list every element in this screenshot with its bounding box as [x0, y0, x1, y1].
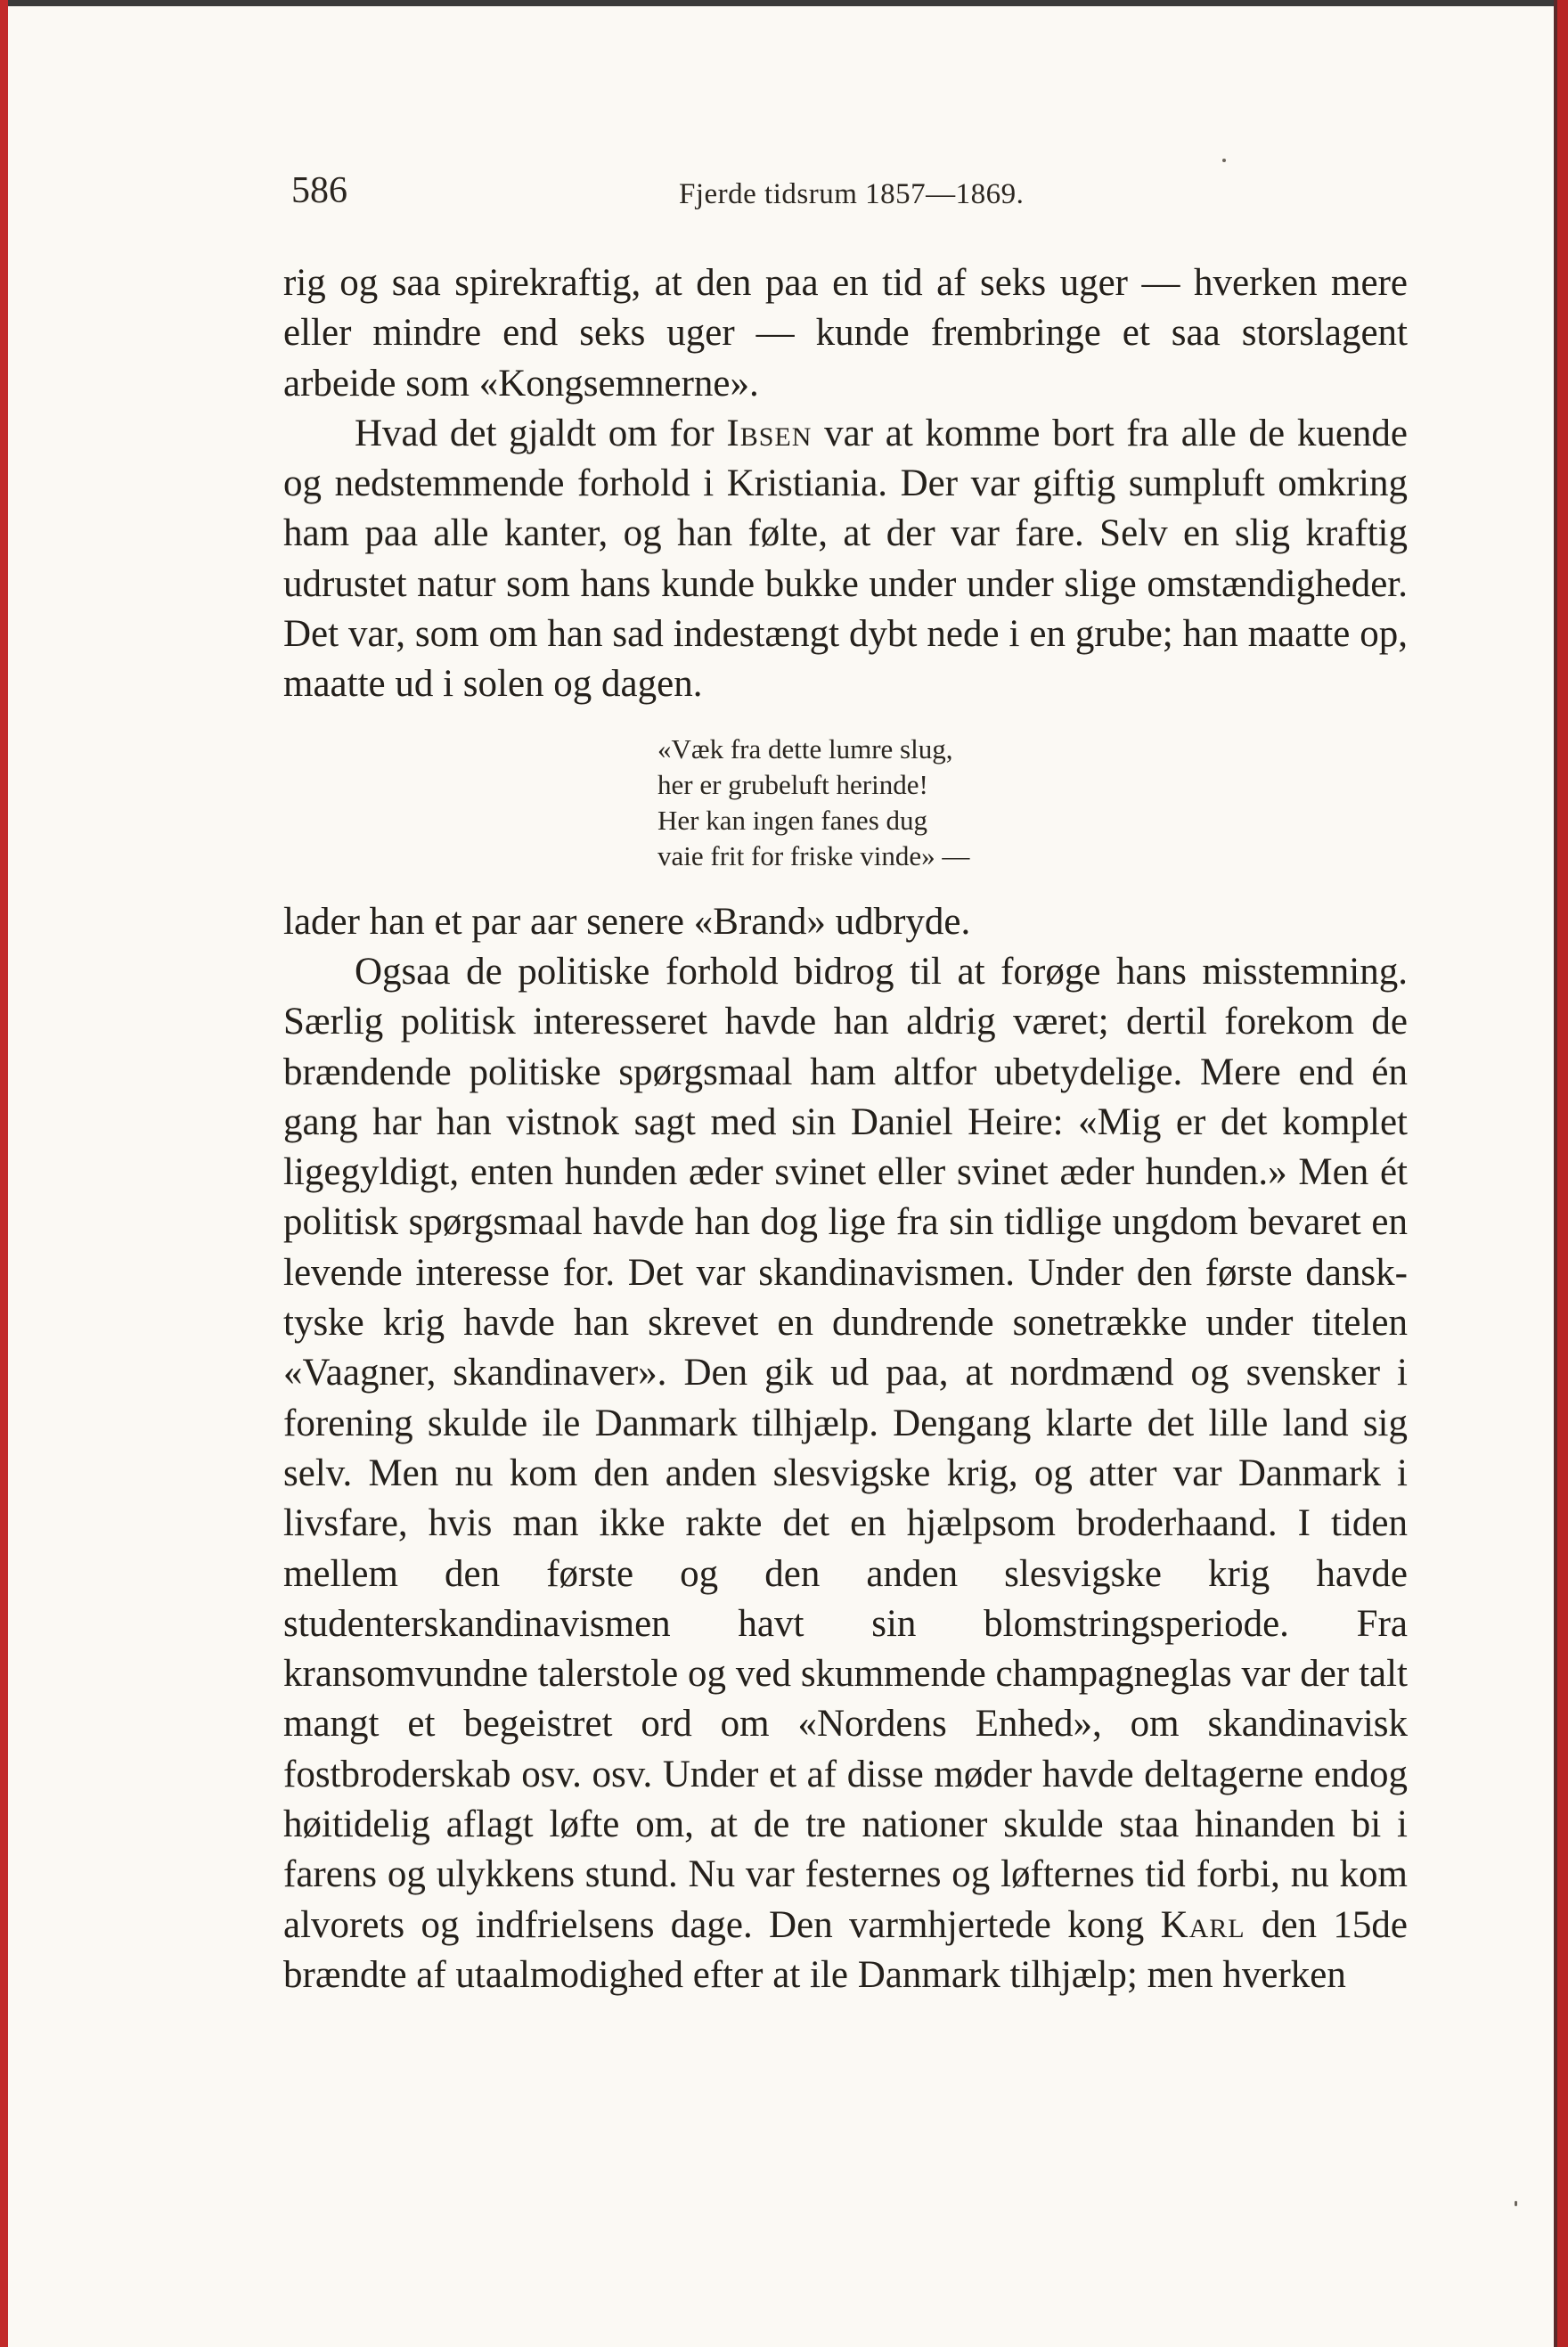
- author-name-ibsen: Ibsen: [726, 412, 813, 454]
- page-header: [291, 169, 1432, 223]
- paragraph-4-text-b: den 15de brændte af utaalmodighed efter at ile Danmark tilhjælp; men hverken: [283, 1903, 1408, 1996]
- verse-line: Her kan ingen fanes dug: [657, 804, 928, 836]
- scan-edge-left: [0, 0, 8, 2347]
- paper-speck: [1222, 159, 1226, 162]
- verse-line: vaie frit for friske vinde» —: [657, 839, 970, 871]
- verse-line: «Væk fra dette lumre slug,: [657, 732, 953, 765]
- paragraph-2: [283, 409, 1408, 710]
- king-name-karl: Karl: [1160, 1903, 1245, 1946]
- scan-edge-top: [0, 0, 1568, 6]
- paragraph-4: [283, 947, 1408, 2000]
- body-text: [283, 258, 1408, 2000]
- paragraph-2-text-a: Hvad det gjaldt om for: [355, 412, 727, 454]
- paragraph-3: lader han et par aar senere «Brand» udbryde.: [283, 900, 971, 943]
- verse-line: her er grubeluft herinde!: [657, 768, 928, 800]
- scan-edge-right: [1557, 0, 1568, 2347]
- paragraph-4-text-a: Ogsaa de politiske forhold bidrog til at forøge hans misstemning. Særlig politisk interesseret havde han aldrig været; dertil forekom de brændende politiske spørgsmaal ham altfor ubetydelige. Mere end én gang har han vistnok sagt med sin Daniel Heire: «Mig er det komplet ligegyldigt, enten hunden æder svinet eller svinet æder hunden.» Men ét politisk spørgsmaal havde han dog lige fra sin tidlige ungdom bevaret en levende interesse for. Det var skandinavismen. Under den første dansk-tyske krig havde han skrevet en dundrende sonetrække under titelen «Vaagner, skandinaver». Den gik ud paa, at nordmænd og svensker i forening skulde ile Danmark tilhjælp. Dengang klarte det lille land sig selv. Men nu kom den anden slesvigske krig, og atter var Danmark i livsfare, hvis man ikke rakte det en hjælpsom broderhaand. I tiden mellem den første og den anden slesvigske krig havde studenterskandinavismen havt sin blomstringsperiode. Fra kransomvundne talerstole og ved skummende champagneglas var der talt mangt et begeistret ord om «Nordens Enhed», om skandinavisk fostbroderskab osv. osv. Under et af disse møder havde deltagerne endog høitidelig aflagt løfte om, at de tre nationer skulde staa hinanden bi i farens og ulykkens stund. Nu var festernes og løfternes tid forbi, nu kom alvorets og indfrielsens dage. Den varmhjertede kong: [283, 950, 1408, 1946]
- paragraph-1: rig og saa spirekraftig, at den paa en tid af seks uger — hverken mere eller mindre end seks uger — kunde frembringe et saa storslagent arbeide som «Kongsemnerne».: [283, 262, 1408, 405]
- running-title: Fjerde tidsrum 1857—1869.: [679, 178, 1025, 210]
- paragraph-2-text-b: var at komme bort fra alle de kuende og nedstemmende forhold i Kristiania. Der var giftig sumpluft omkring ham paa alle kanter, og han følte, at der var fare. Selv en slig kraftig udrustet natur som hans kunde bukke under under slige omstændigheder. Det var, som om han sad indestængt dybt nede i en grube; han maatte op, maatte ud i solen og dagen.: [283, 412, 1409, 706]
- paper-speck: [1515, 2201, 1517, 2206]
- verse-quote: [657, 732, 1408, 874]
- page-number: 586: [291, 170, 347, 211]
